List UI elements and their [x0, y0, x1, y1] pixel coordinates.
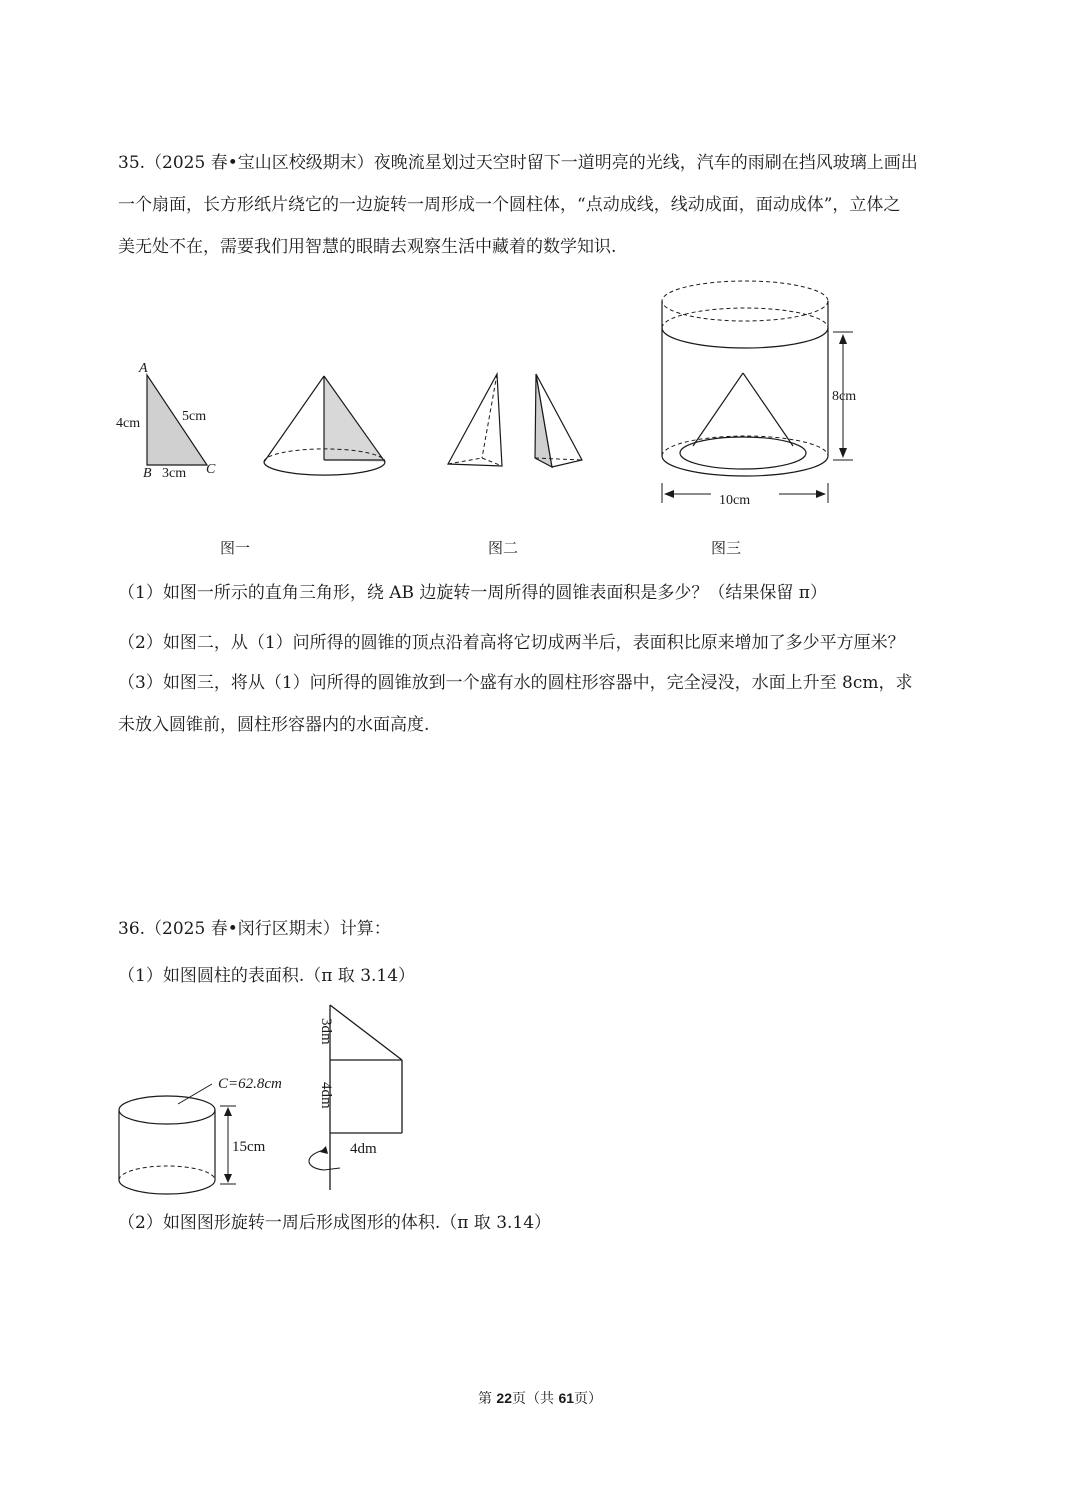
caption-fig3: 图三: [711, 539, 742, 557]
footer-suffix: 页）: [574, 1391, 603, 1407]
label-b: B: [143, 466, 152, 481]
q36-sub-2: （2）如图图形旋转一周后形成图形的体积.（π 取 3.14）: [118, 1213, 552, 1233]
fig1-triangle: [110, 355, 230, 485]
label-height-8cm: 8cm: [832, 389, 857, 404]
q35-sub-3-line-1: （3）如图三，将从（1）问所得的圆锥放到一个盛有水的圆柱形容器中，完全浸没，水面上升至 8cm，求: [118, 673, 913, 693]
q35-sub-2: （2）如图二，从（1）问所得的圆锥的顶点沿着高将它切成两半后，表面积比原来增加了多少平方厘米？: [118, 633, 905, 653]
fig2-half-cones: [440, 368, 590, 478]
label-bc: 3cm: [162, 466, 187, 481]
q36-sub-1: （1）如图圆柱的表面积.（π 取 3.14）: [118, 966, 416, 986]
caption-fig1: 图一: [220, 539, 251, 557]
footer-prefix: 第: [477, 1391, 497, 1407]
footer-page-number: 22: [496, 1390, 512, 1406]
footer-mid: 页（共: [512, 1391, 559, 1407]
label-circumference: C=62.8cm: [218, 1076, 282, 1092]
label-3dm: 3dm: [318, 1018, 334, 1045]
label-ac: 5cm: [182, 409, 207, 424]
label-4dm-vertical: 4dm: [318, 1082, 334, 1109]
caption-fig2: 图二: [488, 539, 519, 557]
label-c: C: [206, 462, 216, 477]
label-ab: 4cm: [116, 416, 141, 431]
fig1-cone: [260, 370, 395, 485]
fig3-container: [655, 278, 870, 513]
q35-line-1: 35.（2025 春•宝山区校级期末）夜晚流星划过天空时留下一道明亮的光线，汽车的雨刷在挡风玻璃上画出: [118, 153, 918, 173]
q36-rotation-figure: [300, 1000, 420, 1195]
page-footer: [0, 1388, 1080, 1408]
half-cone-left: [448, 374, 502, 466]
footer-total-pages: 61: [558, 1390, 575, 1406]
q35-sub-3-line-2: 未放入圆锥前，圆柱形容器内的水面高度.: [118, 715, 430, 735]
label-width-10cm: 10cm: [719, 493, 751, 508]
label-4dm-horizontal: 4dm: [350, 1141, 377, 1157]
q35-line-3: 美无处不在，需要我们用智慧的眼睛去观察生活中藏着的数学知识.: [118, 237, 617, 257]
q35-line-2: 一个扇面，长方形纸片绕它的一边旋转一周形成一个圆柱体，“点动成线，线动成面，面动成体”，立体之: [118, 195, 901, 215]
label-a: A: [139, 361, 148, 376]
q36-cylinder-figure: [110, 1066, 310, 1198]
q35-sub-1: （1）如图一所示的直角三角形，绕 AB 边旋转一周所得的圆锥表面积是多少？（结果保留 π）: [118, 583, 827, 603]
q36-title: 36.（2025 春•闵行区期末）计算：: [118, 919, 391, 939]
label-height-15cm: 15cm: [232, 1139, 266, 1155]
